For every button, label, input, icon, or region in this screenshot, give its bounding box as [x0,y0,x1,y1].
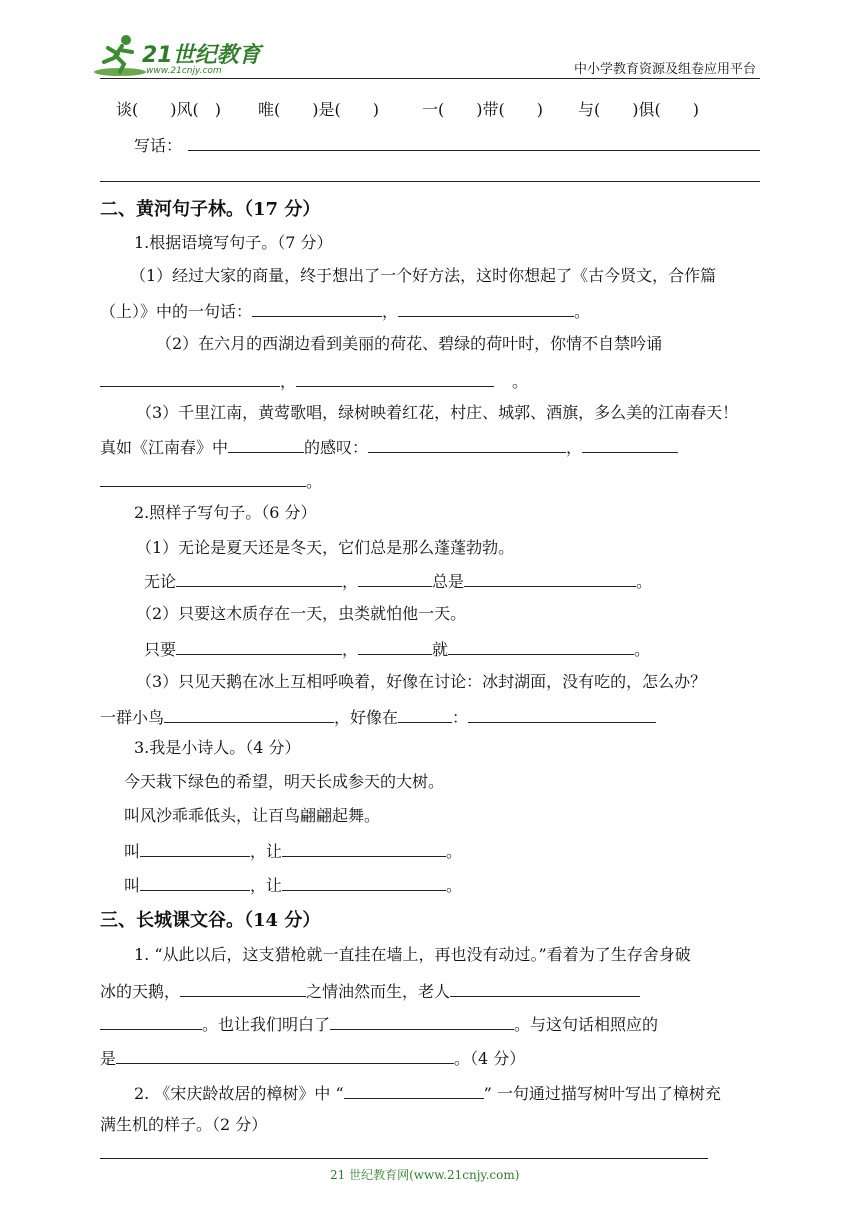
answer-blank[interactable] [176,570,342,587]
s3-q2-line-b: 满生机的样子。（2 分） [100,1115,268,1134]
q1-3-line-c: 。 [100,470,322,492]
q2-3-answer: 一群小鸟 ，好像在 ： [100,706,656,728]
q1-3-line-a: （3）千里江南，黄莺歌唱，绿树映着红花，村庄、城郭、酒旗，多么美的江南春天！ [136,403,739,422]
answer-blank[interactable] [100,1013,202,1030]
write-line-1[interactable] [188,150,760,151]
logo [92,32,262,82]
answer-blank[interactable] [282,874,446,891]
write-line-2[interactable] [100,181,760,182]
answer-blank[interactable] [358,570,432,587]
section2-title: 二、黄河句子林。（17 分） [100,199,321,220]
s3-q2-line-a: 2. 《宋庆龄故居的樟树》中 “ ” 一句通过描写树叶写出了樟树充 [134,1084,721,1103]
answer-blank[interactable] [100,470,306,487]
answer-blank[interactable] [398,706,452,723]
q1-1-line-b: （上）》中的一句话： ， 。 [100,302,591,321]
answer-blank[interactable] [582,436,678,453]
answer-blank[interactable] [282,840,446,857]
q2-1-example: （1）无论是夏天还是冬天，它们总是那么蓬蓬勃勃。 [136,538,515,557]
answer-blank[interactable] [296,370,494,387]
answer-blank[interactable] [164,706,334,723]
q3-answer-1: 叫 ，让 。 [124,842,463,861]
q2-1-answer: 无论 ， 总是 。 [144,572,653,591]
answer-blank[interactable] [344,1082,484,1099]
answer-blank[interactable] [448,638,634,655]
answer-blank[interactable] [116,1047,454,1064]
phrase-1: 谈( )风( ) [116,100,221,119]
answer-blank[interactable] [398,300,574,317]
answer-blank[interactable] [464,570,636,587]
s3-q1-line-b: 冰的天鹅， 之情油然而生，老人 [100,980,640,1002]
q1-title: 1.根据语境写句子。（7 分） [134,233,333,252]
q2-2-answer: 只要 ， 就 。 [144,640,651,659]
phrase-4: 与( )俱( ) [578,100,699,119]
logo-url: www.21cnjy.com [146,66,222,76]
q3-answer-2: 叫 ，让 。 [124,876,463,895]
q3-line-2: 叫风沙乖乖低头，让百鸟翩翩起舞。 [124,806,381,825]
platform-title: 中小学教育资源及组卷应用平台 [574,62,757,77]
answer-blank[interactable] [176,638,342,655]
answer-blank[interactable] [358,638,432,655]
phrase-3: 一( )带( ) [422,100,543,119]
q3-title: 3.我是小诗人。（4 分） [134,738,301,757]
q2-title: 2.照样子写句子。（6 分） [134,503,317,522]
q1-2-answer: ， 。 [100,370,528,392]
q1-1-line-a: （1）经过大家的商量，终于想出了一个好方法，这时你想起了《古今贤文，合作篇 [130,266,717,285]
section3-title: 三、长城课文谷。（14 分） [100,910,321,931]
answer-blank[interactable] [140,874,250,891]
q2-3-example: （3）只见天鹅在冰上互相呼唤着，好像在讨论：冰封湖面，没有吃的，怎么办？ [136,672,707,691]
write-label: 写话： [134,136,183,155]
header-rule [100,78,760,79]
answer-blank[interactable] [140,840,250,857]
s3-q1-line-a: 1. “从此以后，这支猎枪就一直挂在墙上，再也没有动过。”看着为了生存舍身破 [134,945,691,964]
phrase-2: 唯( )是( ) [258,100,379,119]
answer-blank[interactable] [228,436,304,453]
answer-blank[interactable] [368,436,566,453]
answer-blank[interactable] [330,1013,514,1030]
footer-rule [100,1158,708,1159]
answer-blank[interactable] [468,706,656,723]
answer-blank[interactable] [100,370,280,387]
q3-line-1: 今天栽下绿色的希望，明天长成参天的大树。 [124,772,445,791]
q2-2-example: （2）只要这木质存在一天，虫类就怕他一天。 [136,604,467,623]
footer-text: 21 世纪教育网(www.21cnjy.com) [330,1168,520,1182]
answer-blank[interactable] [252,300,382,317]
logo-text: 21世纪教育 [142,43,261,68]
s3-q1-line-d: 是 。（4 分） [100,1049,526,1068]
q1-3-line-b: 真如《江南春》中 的感叹： ， [100,436,678,458]
answer-blank[interactable] [450,980,640,997]
s3-q1-line-c: 。也让我们明白了 。与这句话相照应的 [100,1013,658,1035]
q1-2-line: （2）在六月的西湖边看到美丽的荷花、碧绿的荷叶时，你情不自禁吟诵 [156,334,663,353]
answer-blank[interactable] [180,980,306,997]
runner-logo-icon [92,32,148,78]
